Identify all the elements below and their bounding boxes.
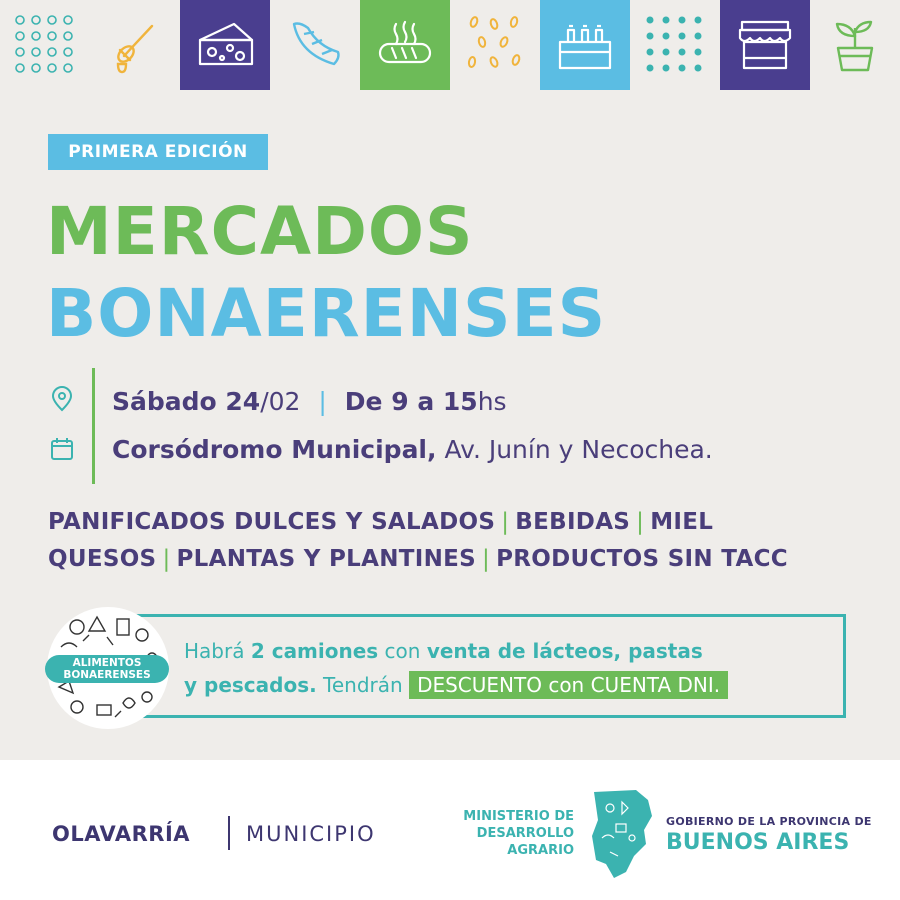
dots-grid-icon-svg bbox=[14, 14, 76, 76]
category-item: QUESOS bbox=[48, 546, 157, 572]
date-day: Sábado 24 bbox=[112, 387, 261, 416]
promo-text: Tendrán bbox=[316, 673, 410, 697]
footer-divider bbox=[228, 816, 230, 850]
place-address: Av. Junín y Necochea. bbox=[436, 435, 713, 464]
seal-line-2: BONAERENSES bbox=[63, 669, 151, 681]
seeds-icon-svg bbox=[464, 14, 526, 76]
honey-dipper-icon bbox=[90, 0, 180, 90]
info-divider bbox=[92, 368, 95, 484]
category-item: PLANTAS Y PLANTINES bbox=[176, 546, 477, 572]
time-suffix: hs bbox=[477, 387, 507, 416]
government-line-1: GOBIERNO DE LA PROVINCIA DE bbox=[666, 815, 872, 828]
promo-products: venta de lácteos, pastas bbox=[426, 639, 703, 663]
category-pipe: | bbox=[482, 546, 491, 572]
bread-icon-svg bbox=[374, 14, 436, 76]
ministry-line-1: MINISTERIO DE bbox=[463, 809, 574, 824]
promo-products: y pescados. bbox=[184, 673, 317, 697]
category-item: PRODUCTOS SIN TACC bbox=[496, 546, 788, 572]
cheese-icon-svg bbox=[194, 14, 256, 76]
edition-badge: PRIMERA EDICIÓN bbox=[48, 134, 268, 170]
date-separator: | bbox=[318, 387, 327, 416]
title-line-2: BONAERENSES bbox=[46, 275, 607, 352]
time-prefix: De bbox=[344, 387, 392, 416]
time-mid: a bbox=[408, 387, 443, 416]
honey-dipper-icon-svg bbox=[104, 14, 166, 76]
seeds-icon bbox=[450, 0, 540, 90]
bread-icon bbox=[360, 0, 450, 90]
location-pin-icon bbox=[49, 386, 75, 412]
government-line-2: BUENOS AIRES bbox=[666, 830, 850, 855]
municipality-name: OLAVARRÍA bbox=[52, 822, 191, 846]
category-pipe: | bbox=[501, 509, 510, 535]
time-from: 9 bbox=[391, 387, 409, 416]
place-name: Corsódromo Municipal, bbox=[112, 435, 437, 464]
market-stall-icon-svg bbox=[734, 14, 796, 76]
date-month: /02 bbox=[260, 387, 301, 416]
promo-line-1 bbox=[184, 639, 703, 663]
market-stall-icon bbox=[720, 0, 810, 90]
bottles-crate-icon-svg bbox=[554, 14, 616, 76]
discount-highlight: DESCUENTO con CUENTA DNI. bbox=[409, 671, 728, 699]
plant-pot-icon-svg bbox=[824, 14, 886, 76]
ministry-line-3: AGRARIO bbox=[507, 843, 574, 858]
promo-line-2 bbox=[184, 673, 728, 697]
category-pipe: | bbox=[162, 546, 171, 572]
ministry-line-2: DESARROLLO bbox=[476, 826, 574, 841]
municipality-type: MUNICIPIO bbox=[246, 822, 376, 846]
category-item: BEBIDAS bbox=[515, 509, 631, 535]
date-time-line bbox=[112, 387, 507, 416]
categories-row-1 bbox=[48, 509, 713, 535]
title-line-1: MERCADOS bbox=[46, 193, 474, 270]
cheese-icon bbox=[180, 0, 270, 90]
calendar-icon bbox=[49, 436, 75, 462]
croissant-icon-svg bbox=[284, 14, 346, 76]
time-to: 15 bbox=[442, 387, 478, 416]
plant-pot-icon bbox=[810, 0, 900, 90]
promo-trucks: 2 camiones bbox=[250, 639, 379, 663]
province-map-icon bbox=[586, 786, 656, 880]
promo-text: con bbox=[378, 639, 427, 663]
categories-row-2 bbox=[48, 546, 788, 572]
ministry-logo-text bbox=[452, 808, 574, 859]
dots-grid-filled-icon-svg bbox=[644, 14, 706, 76]
category-item: MIEL bbox=[650, 509, 714, 535]
promo-text: Habrá bbox=[184, 639, 251, 663]
category-item: PANIFICADOS DULCES Y SALADOS bbox=[48, 509, 496, 535]
promo-box bbox=[100, 614, 846, 718]
bottles-crate-icon bbox=[540, 0, 630, 90]
seal-line-1: ALIMENTOS bbox=[72, 657, 142, 669]
seal-band bbox=[45, 655, 169, 683]
croissant-icon bbox=[270, 0, 360, 90]
category-pipe: | bbox=[636, 509, 645, 535]
dots-grid-icon bbox=[0, 0, 90, 90]
dots-grid-icon bbox=[630, 0, 720, 90]
place-line bbox=[112, 435, 713, 464]
